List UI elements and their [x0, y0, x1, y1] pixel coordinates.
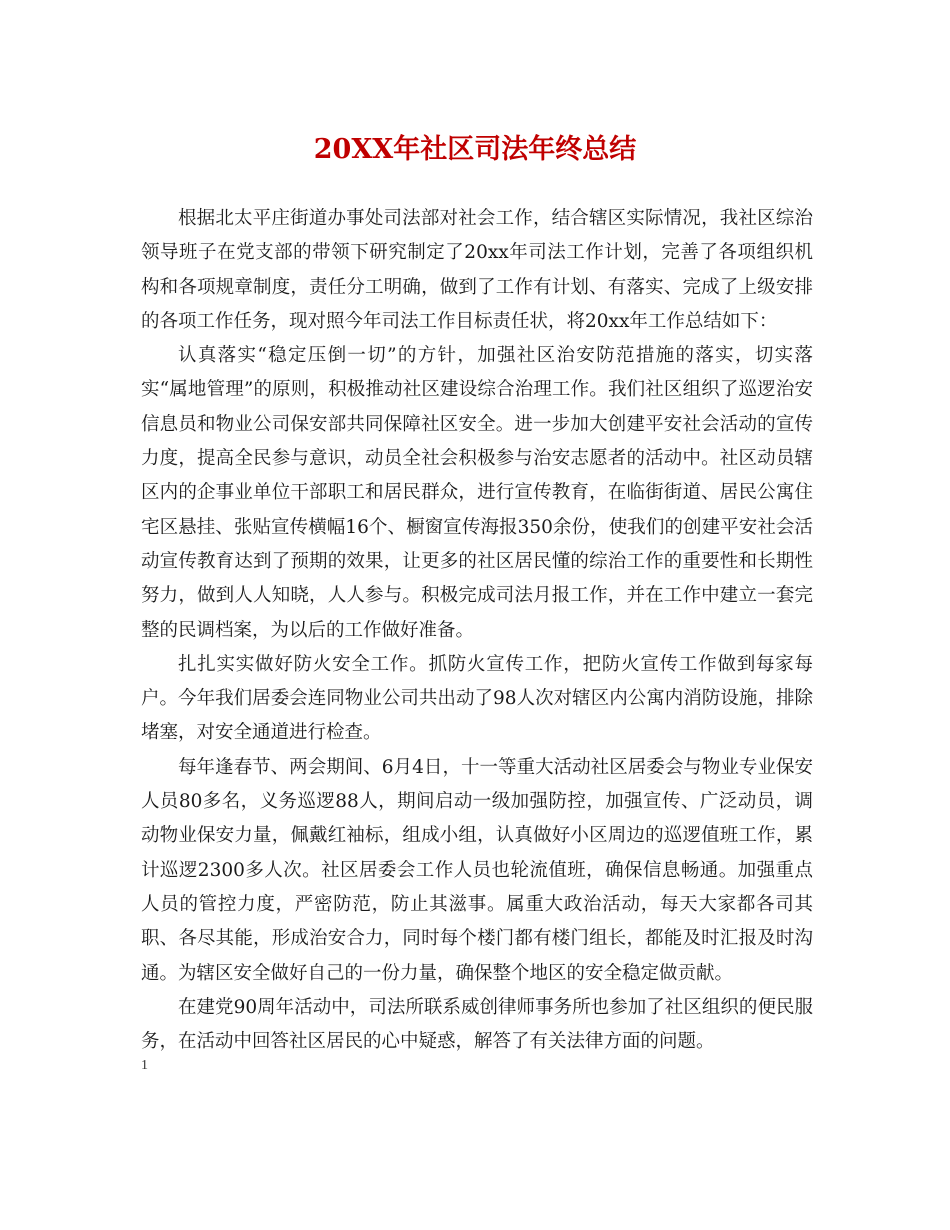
document-body — [141, 202, 813, 1059]
paragraph-patrol: 每年逢春节、两会期间、6月4日，十一等重大活动社区居委会与物业专业保安人员80多名，义务巡逻88人，期间启动一级加强防控，加强宣传、广泛动员，调动物业保安力量，佩戴红袖标，组成小组，认真做好小区周边的巡逻值班工作，累计巡逻2300多人次。社区居委会工作人员也轮流值班，确保信息畅通。加强重点人员的管控力度，严密防范，防止其滋事。属重大政治活动，每天大家都各司其职、各尽其能，形成治安合力，同时每个楼门都有楼门组长，都能及时汇报及时沟通。为辖区安全做好自己的一份力量，确保整个地区的安全稳定做贡献。 — [141, 756, 813, 984]
paragraph-fire-safety: 扎扎实实做好防火安全工作。抓防火宣传工作，把防火宣传工作做到每家每户。今年我们居委会连同物业公司共出动了98人次对辖区内公寓内消防设施，排除堵塞，对安全通道进行检查。 — [141, 653, 813, 744]
page-number: 1 — [141, 1058, 148, 1073]
paragraph-intro: 根据北太平庄街道办事处司法部对社会工作，结合辖区实际情况，我社区综治领导班子在党支部的带领下研究制定了20xx年司法工作计划，完善了各项组织机构和各项规章制度，责任分工明确，做到了工作有计划、有落实、完成了上级安排的各项工作任务，现对照今年司法工作目标责任状，将20xx年工作总结如下： — [141, 208, 813, 332]
paragraph-stability: 认真落实“稳定压倒一切”的方针，加强社区治安防范措施的落实，切实落实“属地管理”的原则，积极推动社区建设综合治理工作。我们社区组织了巡逻治安信息员和物业公司保安部共同保障社区安全。进一步加大创建平安社会活动的宣传力度，提高全民参与意识，动员全社会积极参与治安志愿者的活动中。社区动员辖区内的企事业单位干部职工和居民群众，进行宣传教育，在临街街道、居民公寓住宅区悬挂、张贴宣传横幅16个、橱窗宣传海报350余份，使我们的创建平安社会活动宣传教育达到了预期的效果，让更多的社区居民懂的综治工作的重要性和长期性努力，做到人人知晓，人人参与。积极完成司法月报工作，并在工作中建立一套完整的民调档案，为以后的工作做好准备。 — [141, 345, 813, 641]
paragraph-legal-service: 在建党90周年活动中，司法所联系威创律师事务所也参加了社区组织的便民服务，在活动中回答社区居民的心中疑惑，解答了有关法律方面的问题。 — [141, 996, 813, 1053]
document-title: 20XX年社区司法年终总结 — [313, 134, 637, 165]
